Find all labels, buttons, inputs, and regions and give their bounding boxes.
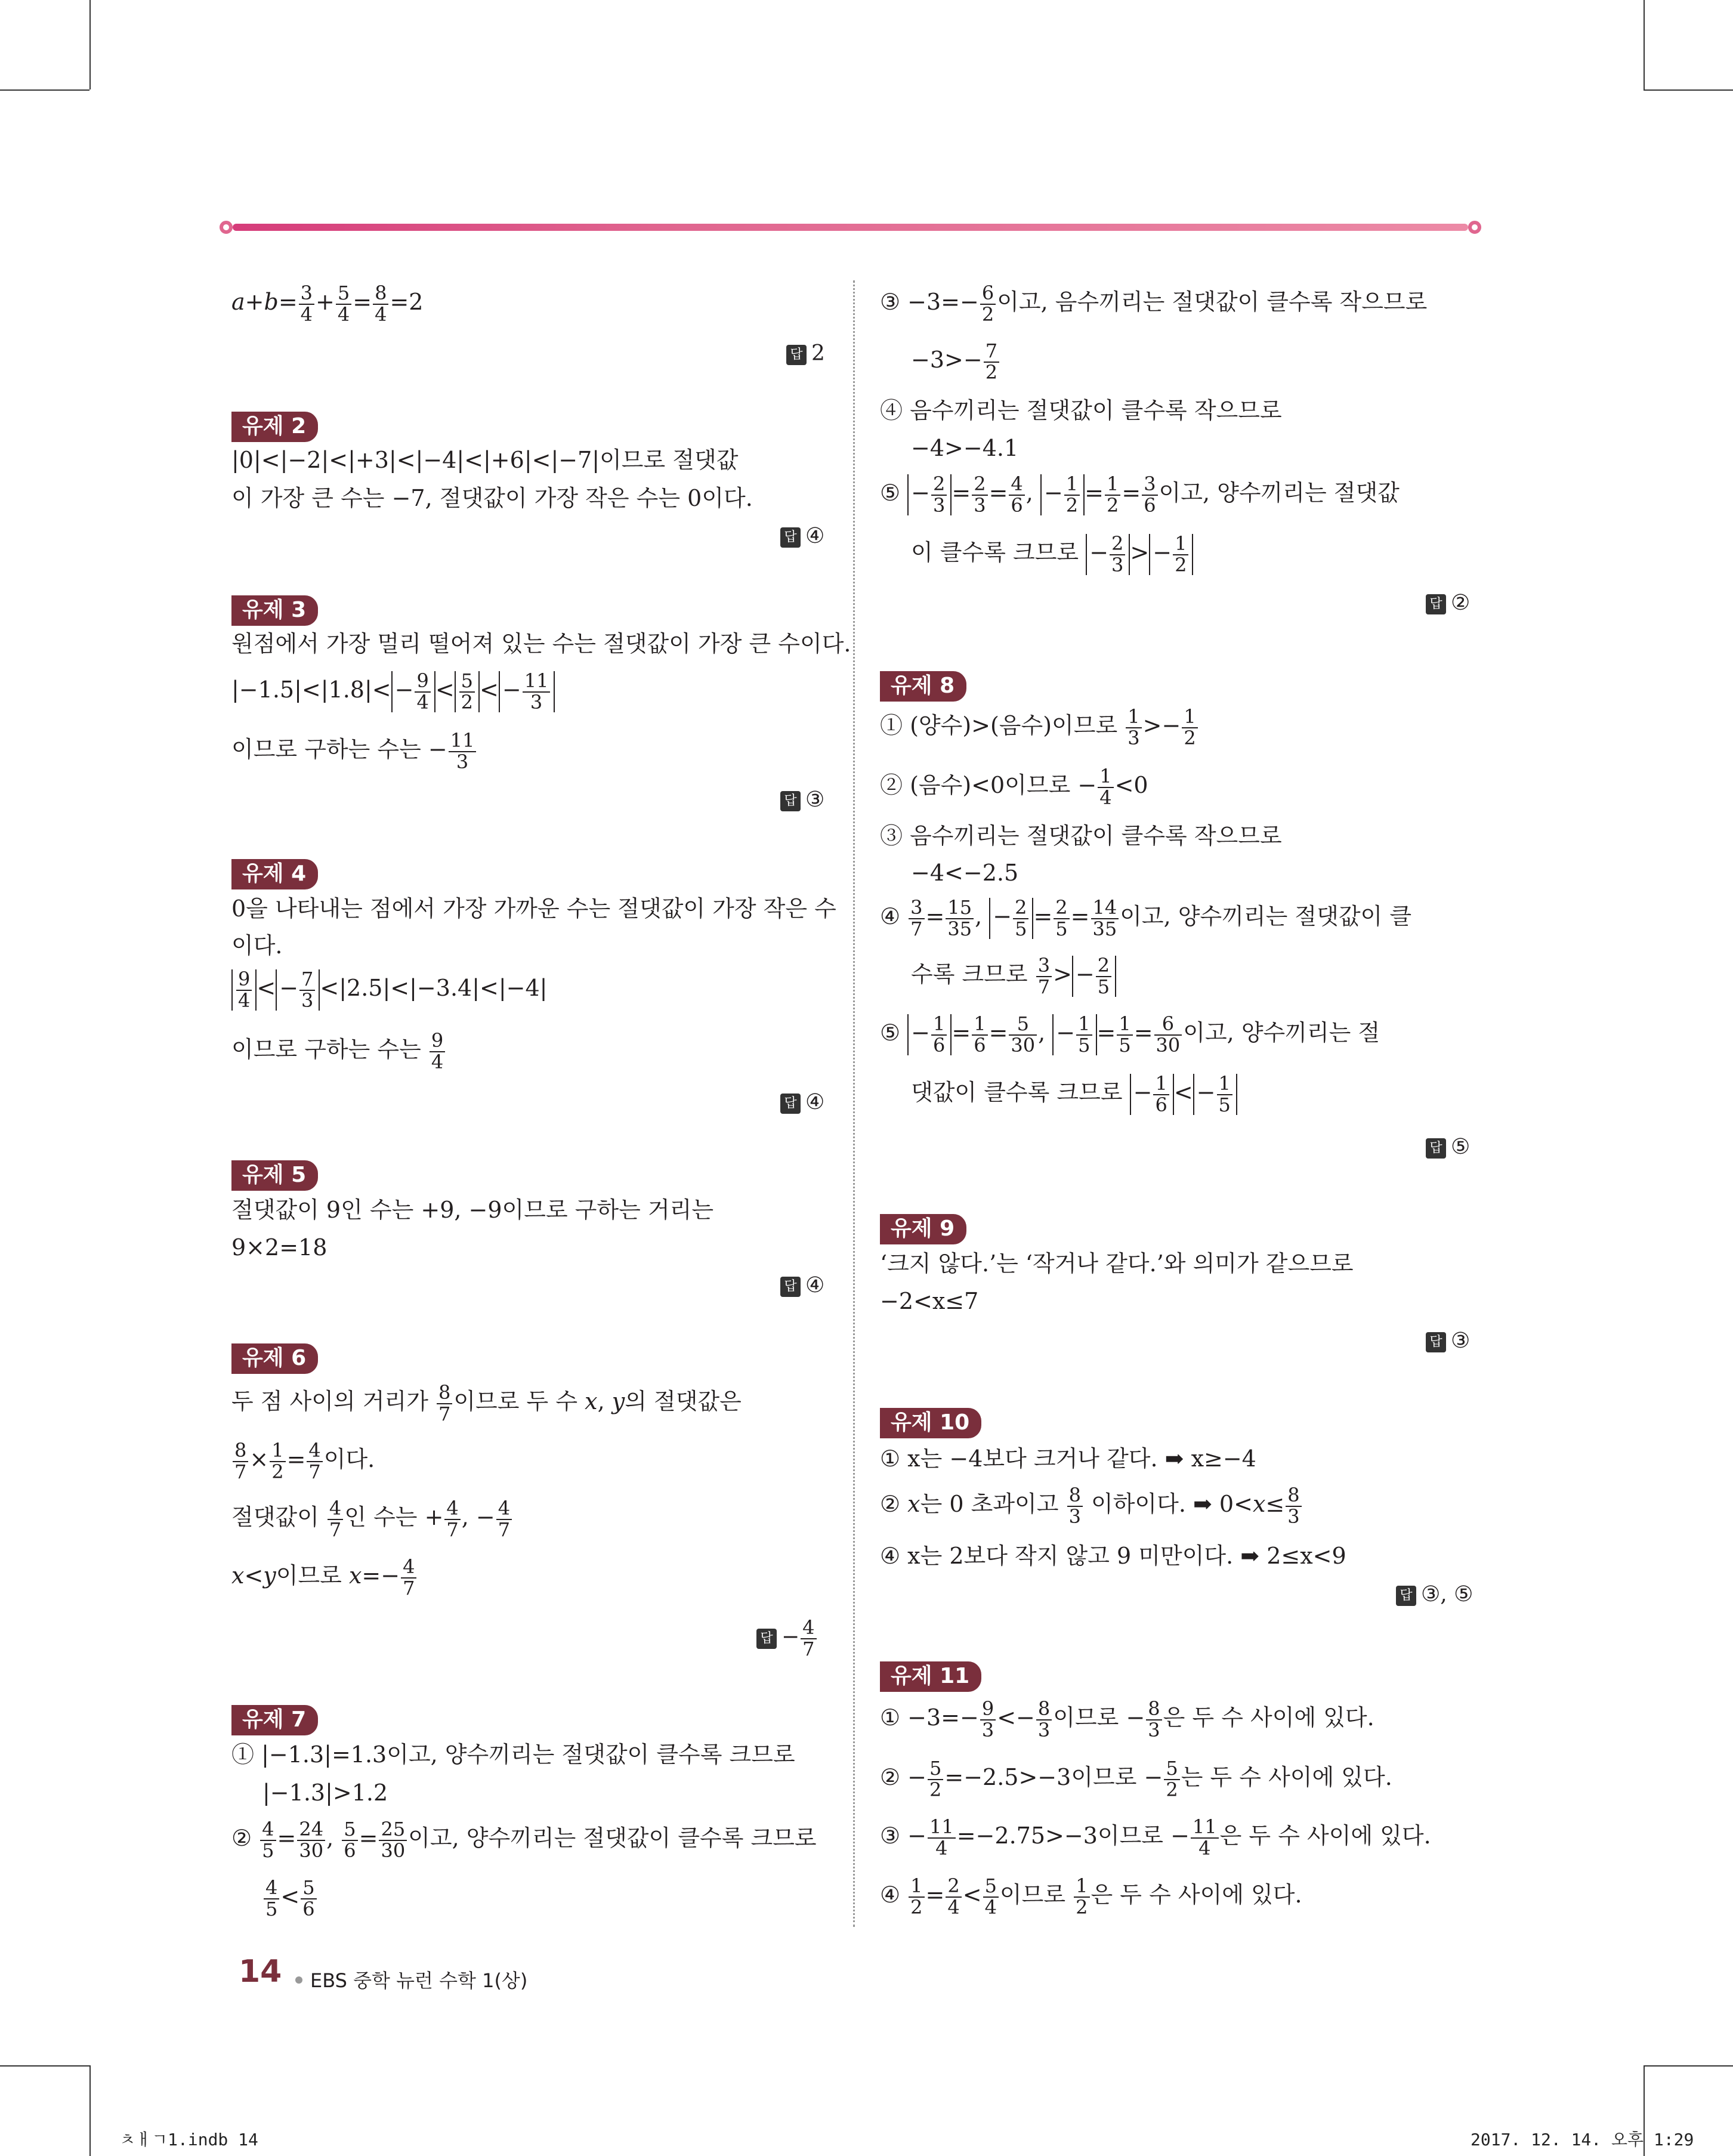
section-label: 유제 9 bbox=[880, 1214, 966, 1244]
answer-s5: 답 ④ bbox=[780, 1272, 824, 1299]
math-line: 이므로 구하는 수는 − $\frac{11}{3}$ bbox=[231, 731, 477, 772]
math-line: ④ $\frac{1}{2}$ = $\frac{2}{4}$ < $\frac{5}{4}$ 이므로 $\frac{1}{2}$ 은 두 수 사이에 있다. bbox=[880, 1874, 1302, 1919]
section-label: 유제 11 bbox=[880, 1661, 981, 1692]
math-line: ⑤ − $\frac{2}{3}$ = $\frac{2}{3}$ = $\frac{4}{6}$ , − $\frac{1}{2}$ = $\frac{1}{2}$ = $\frac{3}{6}$ 이고, 양수끼리는 절댓값 bbox=[880, 472, 1400, 517]
math-line: ③ − $\frac{11}{4}$ =−2.75>−3이므로 − $\frac{11}{4}$ 은 두 수 사이에 있다. bbox=[880, 1815, 1431, 1860]
answer-s3: 답 ③ bbox=[780, 786, 824, 813]
math-line: 절댓값이 $\frac{4}{7}$ 인 수는 + $\frac{4}{7}$ , − $\frac{4}{7}$ bbox=[231, 1499, 513, 1540]
math-line: |−1.5|<|1.8|< − $\frac{9}{4}$ < $\frac{5}{2}$ < − $\frac{11}{3}$ bbox=[231, 671, 555, 712]
crop-mark bbox=[0, 89, 89, 91]
column-divider bbox=[853, 280, 855, 1927]
math-line: ② $\frac{4}{5}$ = $\frac{24}{30}$ , $\frac{5}{6}$ = $\frac{25}{30}$ 이고, 양수끼리는 절댓값이 클수록 크므로 bbox=[231, 1818, 817, 1862]
crop-mark bbox=[89, 2065, 91, 2156]
crop-mark bbox=[1644, 89, 1733, 91]
book-title: EBS 중학 뉴런 수학 1(상) bbox=[310, 1969, 528, 1992]
answer-intro: 답 2 bbox=[786, 340, 825, 367]
math-line: $\frac{8}{7}$ × $\frac{1}{2}$ = $\frac{4}{7}$ 이다. bbox=[231, 1441, 375, 1482]
header-decoration-bar bbox=[220, 221, 1481, 234]
math-line: 수록 크므로 $\frac{3}{7}$ > − $\frac{2}{5}$ bbox=[911, 956, 1116, 997]
text-line: 이다. bbox=[231, 932, 283, 959]
section-label: 유제 6 bbox=[231, 1343, 318, 1374]
text-line: |−1.3|>1.2 bbox=[262, 1780, 388, 1806]
section-label: 유제 3 bbox=[231, 595, 318, 626]
answer-s9: 답 ③ bbox=[1426, 1327, 1470, 1354]
print-slug-left: ㅊㅐㄱ1.indb 14 bbox=[119, 2130, 258, 2149]
crop-mark bbox=[89, 0, 91, 89]
crop-mark bbox=[1644, 0, 1645, 89]
math-line: ② − $\frac{5}{2}$ =−2.5>−3이므로 − $\frac{5}{2}$ 는 두 수 사이에 있다. bbox=[880, 1757, 1392, 1801]
math-line: ② (음수)<0이므로 − $\frac{1}{4}$ <0 bbox=[880, 765, 1148, 809]
answer-s10: 답 ③, ⑤ bbox=[1396, 1581, 1473, 1608]
section-label: 유제 10 bbox=[880, 1408, 981, 1438]
section-label: 유제 8 bbox=[880, 671, 966, 702]
text-line: 9×2=18 bbox=[231, 1234, 328, 1261]
math-line: 이므로 구하는 수는 $\frac{9}{4}$ bbox=[231, 1031, 446, 1072]
answer-s4: 답 ④ bbox=[780, 1089, 824, 1116]
text-line: ④ 음수끼리는 절댓값이 클수록 작으므로 bbox=[880, 397, 1282, 424]
math-line: x<y이므로 x=− $\frac{4}{7}$ bbox=[231, 1557, 418, 1598]
text-line: ① x는 −4보다 크거나 같다. ➡ x≥−4 bbox=[880, 1445, 1256, 1472]
math-line: $\frac{9}{4}$ < − $\frac{7}{3}$ <|2.5|<|−3.4|<|−4| bbox=[231, 969, 547, 1011]
text-line: 이 가장 큰 수는 −7, 절댓값이 가장 작은 수는 0이다. bbox=[231, 485, 753, 511]
math-line: −3>− $\frac{7}{2}$ bbox=[911, 341, 1000, 382]
text-line: −2<x≤7 bbox=[880, 1288, 979, 1314]
text-line: ① |−1.3|=1.3이고, 양수끼리는 절댓값이 클수록 크므로 bbox=[231, 1741, 795, 1768]
answer-s8: 답 ⑤ bbox=[1426, 1133, 1470, 1160]
answer-s6: 답 − $\frac{4}{7}$ bbox=[756, 1618, 818, 1659]
text-line: |0|<|−2|<|+3|<|−4|<|+6|<|−7|이므로 절댓값 bbox=[231, 447, 739, 473]
section-label: 유제 5 bbox=[231, 1160, 318, 1191]
text-line: ‘크지 않다.’는 ‘작거나 같다.’와 의미가 같으므로 bbox=[880, 1250, 1354, 1277]
math-line: ④ $\frac{3}{7}$ = $\frac{15}{35}$ , − $\frac{2}{5}$ = $\frac{2}{5}$ = $\frac{14}{35}$ 이고, 양수끼리는 절댓값이 클 bbox=[880, 896, 1412, 940]
print-slug-right: 2017. 12. 14. 오후 1:29 bbox=[1471, 2130, 1694, 2149]
text-line: −4<−2.5 bbox=[911, 860, 1019, 886]
section-label: 유제 2 bbox=[231, 412, 318, 442]
crop-mark bbox=[0, 2065, 89, 2067]
text-line: 원점에서 가장 멀리 떨어져 있는 수는 절댓값이 가장 큰 수이다. bbox=[231, 631, 851, 657]
answer-s2: 답 ④ bbox=[780, 523, 824, 549]
crop-mark bbox=[1644, 2065, 1733, 2067]
text-line: 0을 나타내는 점에서 가장 가까운 수는 절댓값이 가장 작은 수 bbox=[231, 895, 836, 922]
footer-bullet bbox=[295, 1976, 302, 1984]
math-line: 두 점 사이의 거리가 $\frac{8}{7}$ 이므로 두 수 x, y의 절댓값은 bbox=[231, 1381, 742, 1425]
math-line: 댓값이 클수록 크므로 − $\frac{1}{6}$ < − $\frac{1}{5}$ bbox=[911, 1074, 1237, 1115]
text-line: −4>−4.1 bbox=[911, 435, 1019, 461]
math-line: 이 클수록 크므로 − $\frac{2}{3}$ > − $\frac{1}{2}$ bbox=[911, 534, 1193, 575]
math-line: $\frac{4}{5}$ < $\frac{5}{6}$ bbox=[262, 1878, 318, 1919]
section-label: 유제 7 bbox=[231, 1705, 318, 1735]
text-line: ④ x는 2보다 작지 않고 9 미만이다. ➡ 2≤x<9 bbox=[880, 1543, 1346, 1569]
math-line: ③ −3=− $\frac{6}{2}$ 이고, 음수끼리는 절댓값이 클수록 작으므로 bbox=[880, 282, 1428, 326]
math-line: ① −3=− $\frac{9}{3}$ <− $\frac{8}{3}$ 이므로 − $\frac{8}{3}$ 은 두 수 사이에 있다. bbox=[880, 1697, 1374, 1741]
text-line: ③ 음수끼리는 절댓값이 클수록 작으므로 bbox=[880, 823, 1282, 849]
math-line: ⑤ − $\frac{1}{6}$ = $\frac{1}{6}$ = $\frac{5}{30}$ , − $\frac{1}{5}$ = $\frac{1}{5}$ = $\frac{6}{30}$ 이고, 양수끼리는 절 bbox=[880, 1012, 1380, 1057]
page-number: 14 bbox=[239, 1954, 282, 1990]
text-line: 절댓값이 9인 수는 +9, −9이므로 구하는 거리는 bbox=[231, 1197, 714, 1223]
intro-equation: a+b= $\frac{3}{4}$ + $\frac{5}{4}$ = $\frac{8}{4}$ =2 bbox=[231, 282, 424, 326]
math-line: ② x는 0 초과이고 $\frac{8}{3}$ 이하이다. ➡ 0<x≤ $\frac{8}{3}$ bbox=[880, 1485, 1303, 1527]
math-line: ① (양수)>(음수)이므로 $\frac{1}{3}$ >− $\frac{1}{2}$ bbox=[880, 707, 1199, 748]
answer-s7: 답 ② bbox=[1426, 589, 1470, 616]
section-label: 유제 4 bbox=[231, 859, 318, 889]
